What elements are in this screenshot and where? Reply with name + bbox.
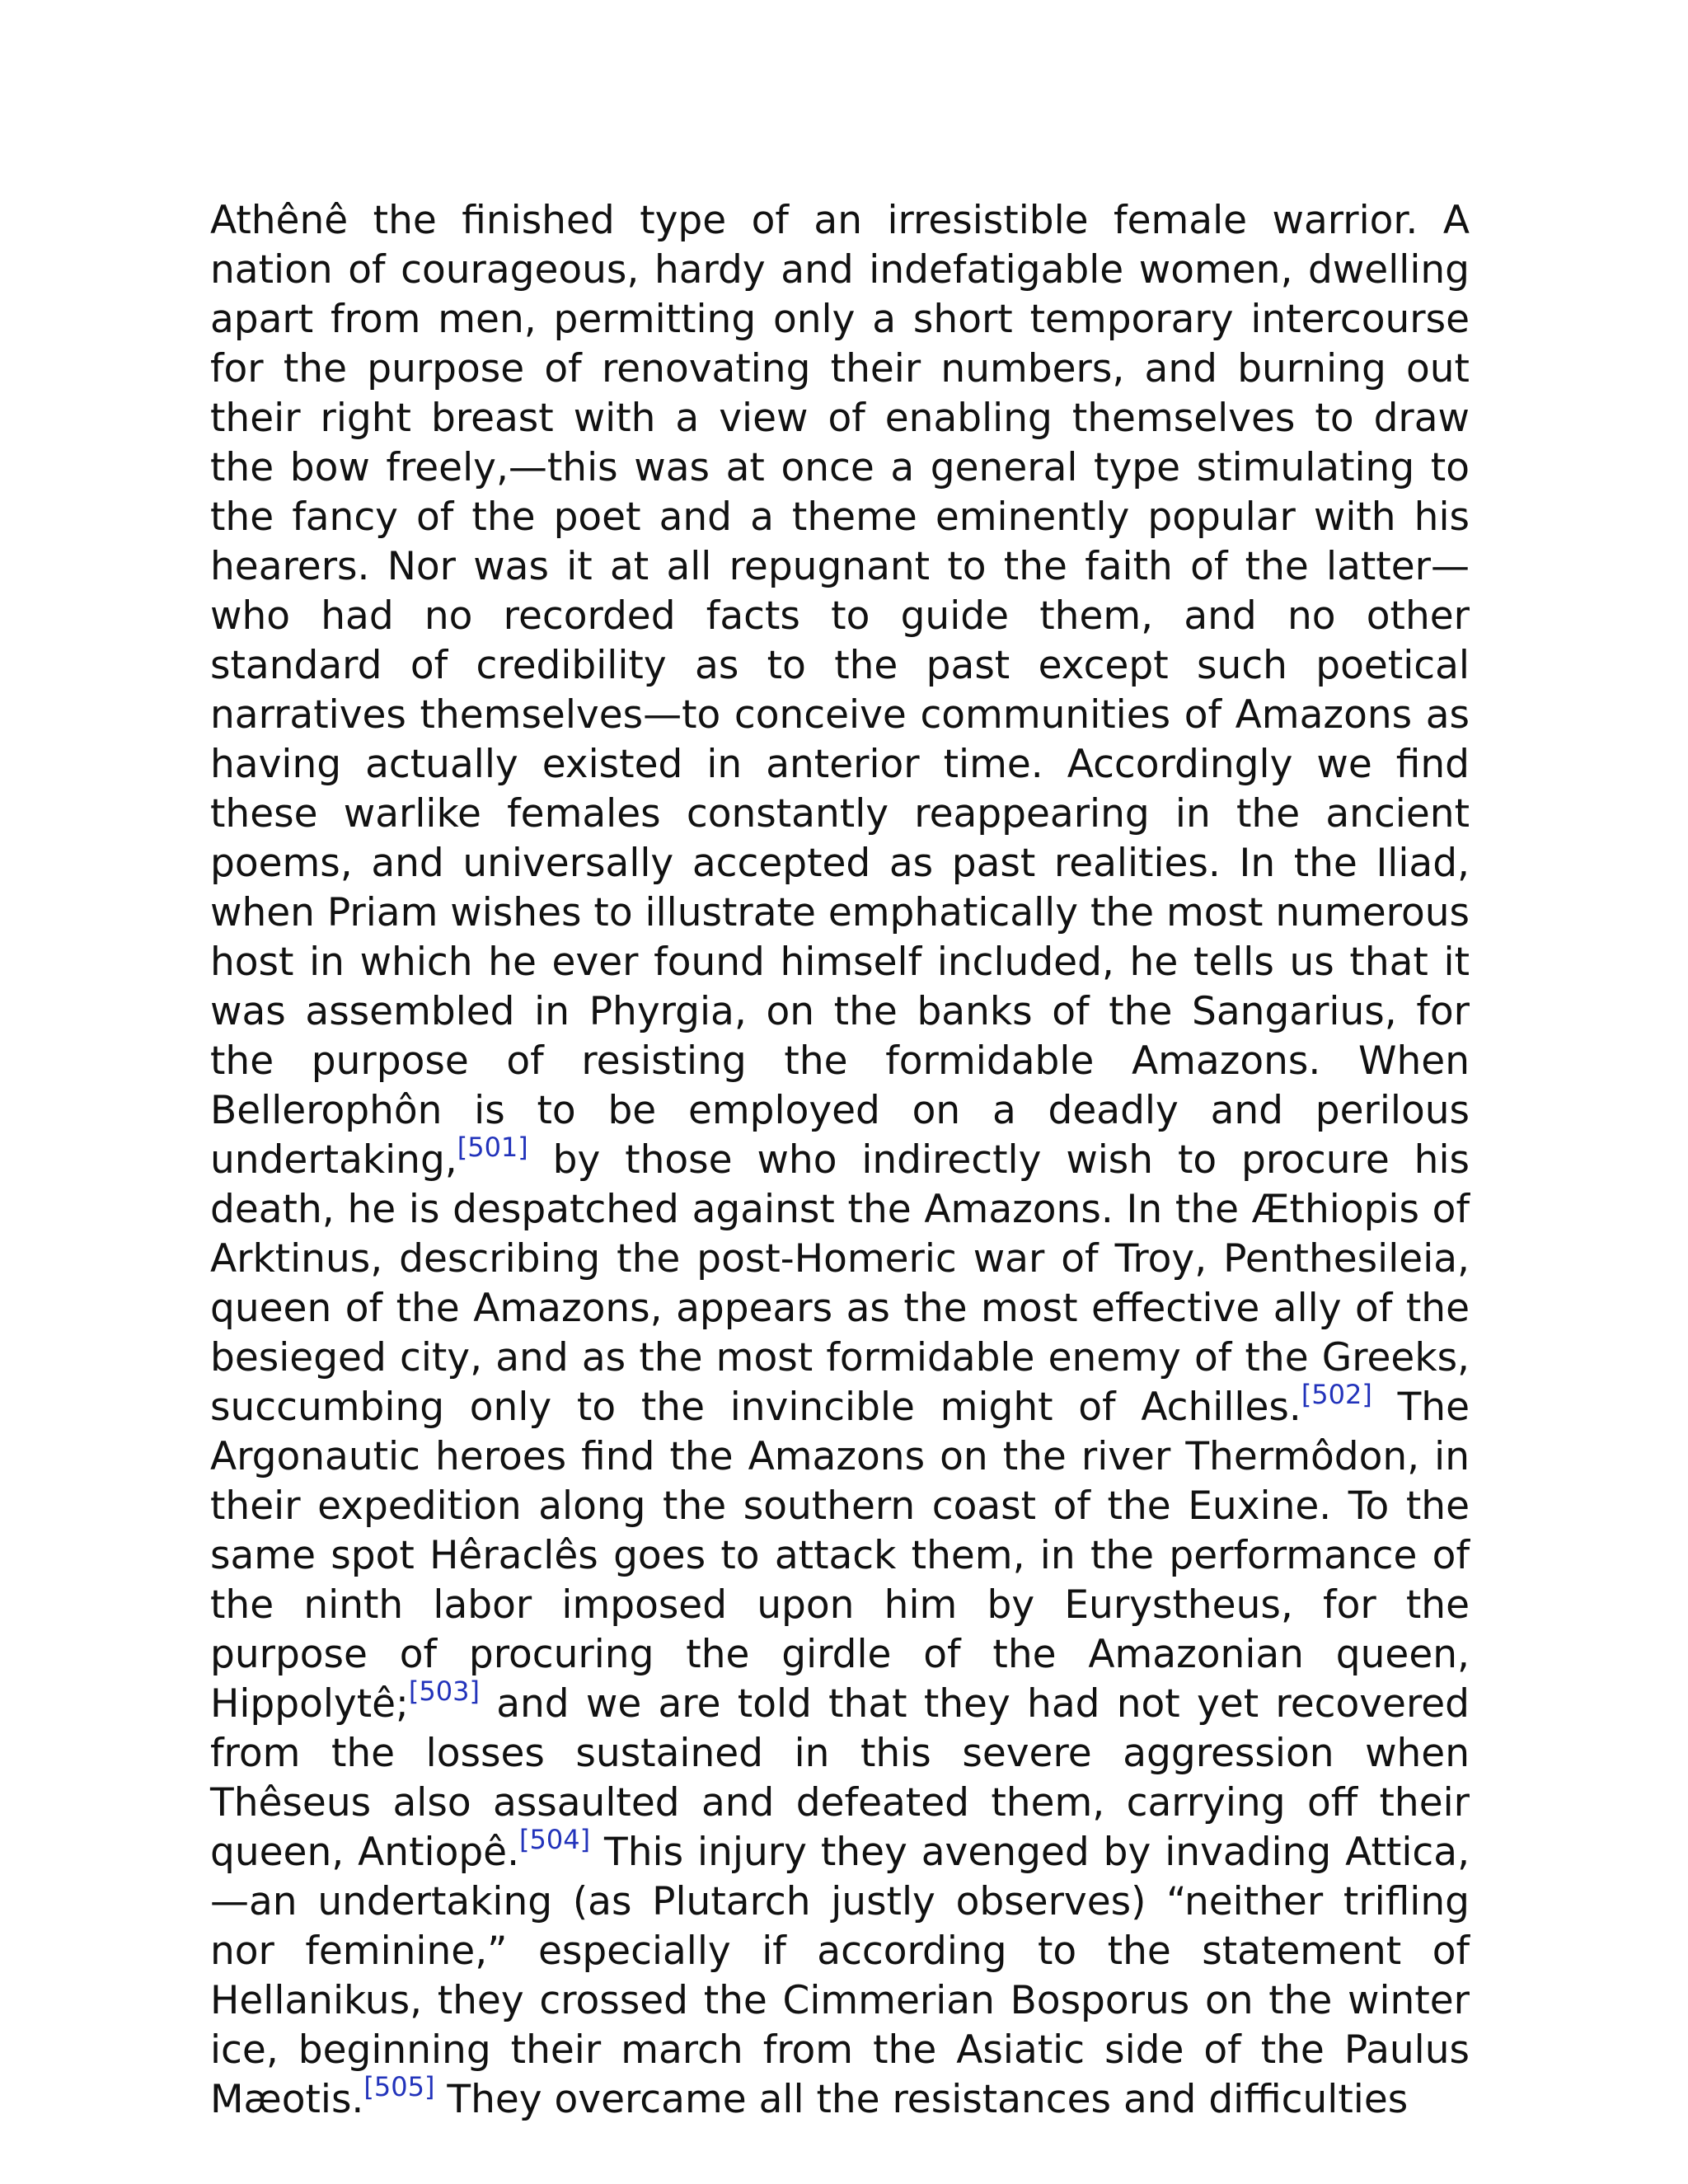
footnote-link-502[interactable]: [502] [1301,1379,1372,1410]
text-segment: This injury they avenged by invading Attica,—an undertaking (as Plutarch justly observes) “neither trifling nor feminine,” especially if according to the statement of Hellanikus, they crossed the Cimmerian Bosporus on the winter ice, beginning their march from the Asiatic side of the Paulus Mæotis. [210,1830,1470,2122]
footnote-link-504[interactable]: [504] [519,1824,591,1855]
footnote-link-501[interactable]: [501] [457,1132,528,1163]
page-body [210,196,1470,2125]
text-segment: and we are told that they had not yet recovered from the losses sustained in this severe aggression when Thêseus also assaulted and defeated them, carrying off their queen, Antiopê. [210,1681,1470,1875]
text-segment: They overcame all the resistances and difficulties [434,2077,1409,2122]
footnote-link-505[interactable]: [505] [363,2071,435,2102]
text-segment: Athênê the finished type of an irresistible female warrior. A nation of courageous, hardy and indefatigable women, dwelling apart from men, permitting only a short temporary intercourse for the purpose of renovating their numbers, and burning out their right breast with a view of enabling themselves to draw the bow freely,—this was at once a general type stimulating to the fancy of the poet and a theme eminently popular with his hearers. Nor was it at all repugnant to the faith of the latter—who had no recorded facts to guide them, and no other standard of credibility as to the past except such poetical narratives themselves—to conceive communities of Amazons as having actually existed in anterior time. Accordingly we find these warlike females constantly reappearing in the ancient poems, and universally accepted as past realities. In the Iliad, when Priam wishes to illustrate emphatically the most numerous host in which he ever found himself included, he tells us that it was assembled in Phyrgia, on the banks of the Sangarius, for the purpose of resisting the formidable Amazons. When Bellerophôn is to be employed on a deadly and perilous undertaking, [210,198,1470,1183]
text-segment: The Argonautic heroes find the Amazons on the river Thermôdon, in their expedition along the southern coast of the Euxine. To the same spot Hêraclês goes to attack them, in the performance of the ninth labor imposed upon him by Eurystheus, for the purpose of procuring the girdle of the Amazonian queen, Hippolytê; [210,1385,1470,1727]
body-paragraph [210,196,1470,2125]
footnote-link-503[interactable]: [503] [408,1675,480,1707]
text-segment: by those who indirectly wish to procure his death, he is despatched against the Amazons. In the Æthiopis of Arktinus, describing the post-Homeric war of Troy, Penthesileia, queen of the Amazons, appears as the most effective ally of the besieged city, and as the most formidable enemy of the Greeks, succumbing only to the invincible might of Achilles. [210,1137,1470,1430]
